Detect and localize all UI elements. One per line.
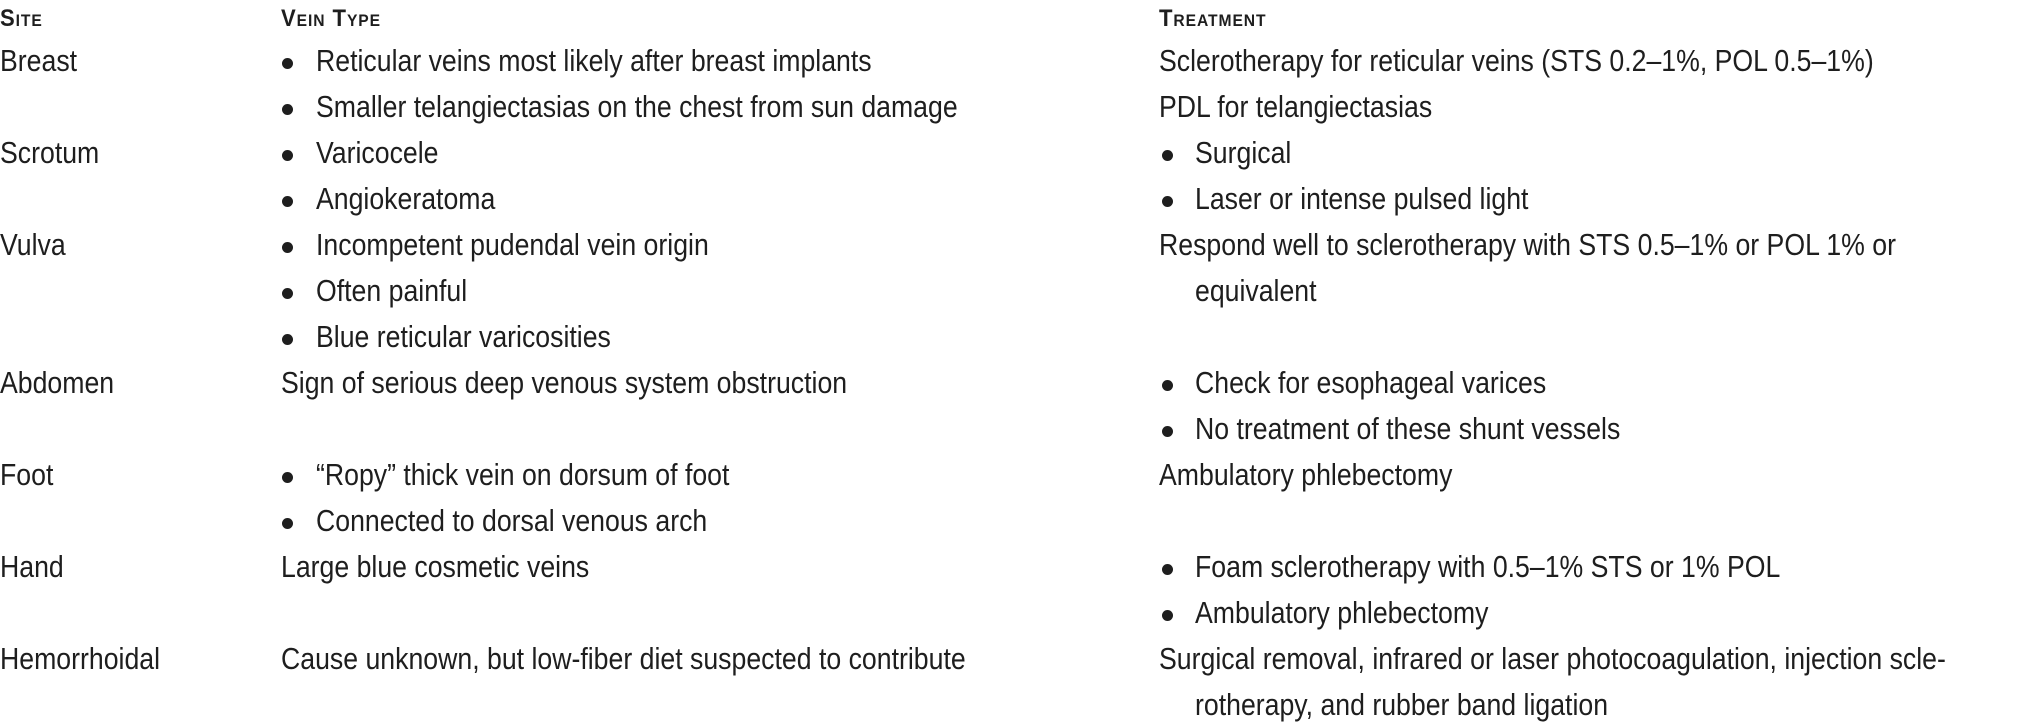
vein-type-item: Incompetent pudendal vein origin <box>316 227 709 262</box>
bullet-icon <box>1162 380 1173 391</box>
treatment-item: Laser or intense pulsed light <box>1195 181 1529 216</box>
treatment-text: Sclerotherapy for reticular veins (STS 0.2–1%, POL 0.5–1%) <box>1159 43 1874 78</box>
treatment-item: Ambulatory phlebectomy <box>1195 595 1489 630</box>
site-cell-breast: Breast <box>0 43 78 78</box>
vein-type-item: Reticular veins most likely after breast implants <box>316 43 872 78</box>
vein-type-item: Angiokeratoma <box>316 181 496 216</box>
bullet-icon <box>282 58 293 69</box>
bullet-icon <box>282 518 293 529</box>
vein-type-item: “Ropy” thick vein on dorsum of foot <box>316 457 730 492</box>
vein-type-item: Often painful <box>316 273 468 308</box>
treatment-text: Surgical removal, infrared or laser photocoagulation, injection scle- <box>1159 641 1946 676</box>
header-vein-type: Vein Type <box>281 5 382 32</box>
treatment-text-continued: equivalent <box>1195 273 1317 308</box>
bullet-icon <box>1162 610 1173 621</box>
site-cell-foot: Foot <box>0 457 54 492</box>
vein-type-text: Sign of serious deep venous system obstruction <box>281 365 848 400</box>
treatment-item: Check for esophageal varices <box>1195 365 1547 400</box>
vein-type-item: Smaller telangiectasias on the chest from sun damage <box>316 89 958 124</box>
treatment-text: Respond well to sclerotherapy with STS 0.5–1% or POL 1% or <box>1159 227 1896 262</box>
site-cell-hemorrhoidal: Hemorrhoidal <box>0 641 161 676</box>
bullet-icon <box>1162 196 1173 207</box>
header-treatment: Treatment <box>1159 5 1267 32</box>
treatment-item: Surgical <box>1195 135 1292 170</box>
treatment-text-continued: rotherapy, and rubber band ligation <box>1195 687 1609 722</box>
treatment-item: Foam sclerotherapy with 0.5–1% STS or 1% POL <box>1195 549 1781 584</box>
bullet-icon <box>282 472 293 483</box>
site-cell-abdomen: Abdomen <box>0 365 115 400</box>
vein-type-item: Varicocele <box>316 135 439 170</box>
bullet-icon <box>282 288 293 299</box>
treatment-item: No treatment of these shunt vessels <box>1195 411 1621 446</box>
treatment-text: Ambulatory phlebectomy <box>1159 457 1453 492</box>
site-cell-vulva: Vulva <box>0 227 66 262</box>
site-cell-hand: Hand <box>0 549 64 584</box>
bullet-icon <box>282 242 293 253</box>
bullet-icon <box>1162 564 1173 575</box>
vein-type-item: Connected to dorsal venous arch <box>316 503 708 538</box>
bullet-icon <box>282 196 293 207</box>
bullet-icon <box>282 334 293 345</box>
vein-type-text: Cause unknown, but low-fiber diet suspected to contribute <box>281 641 966 676</box>
header-site: Site <box>0 5 43 32</box>
bullet-icon <box>282 150 293 161</box>
bullet-icon <box>282 104 293 115</box>
bullet-icon <box>1162 150 1173 161</box>
vein-type-text: Large blue cosmetic veins <box>281 549 590 584</box>
site-cell-scrotum: Scrotum <box>0 135 100 170</box>
bullet-icon <box>1162 426 1173 437</box>
treatment-text: PDL for telangiectasias <box>1159 89 1433 124</box>
vein-type-item: Blue reticular varicosities <box>316 319 611 354</box>
